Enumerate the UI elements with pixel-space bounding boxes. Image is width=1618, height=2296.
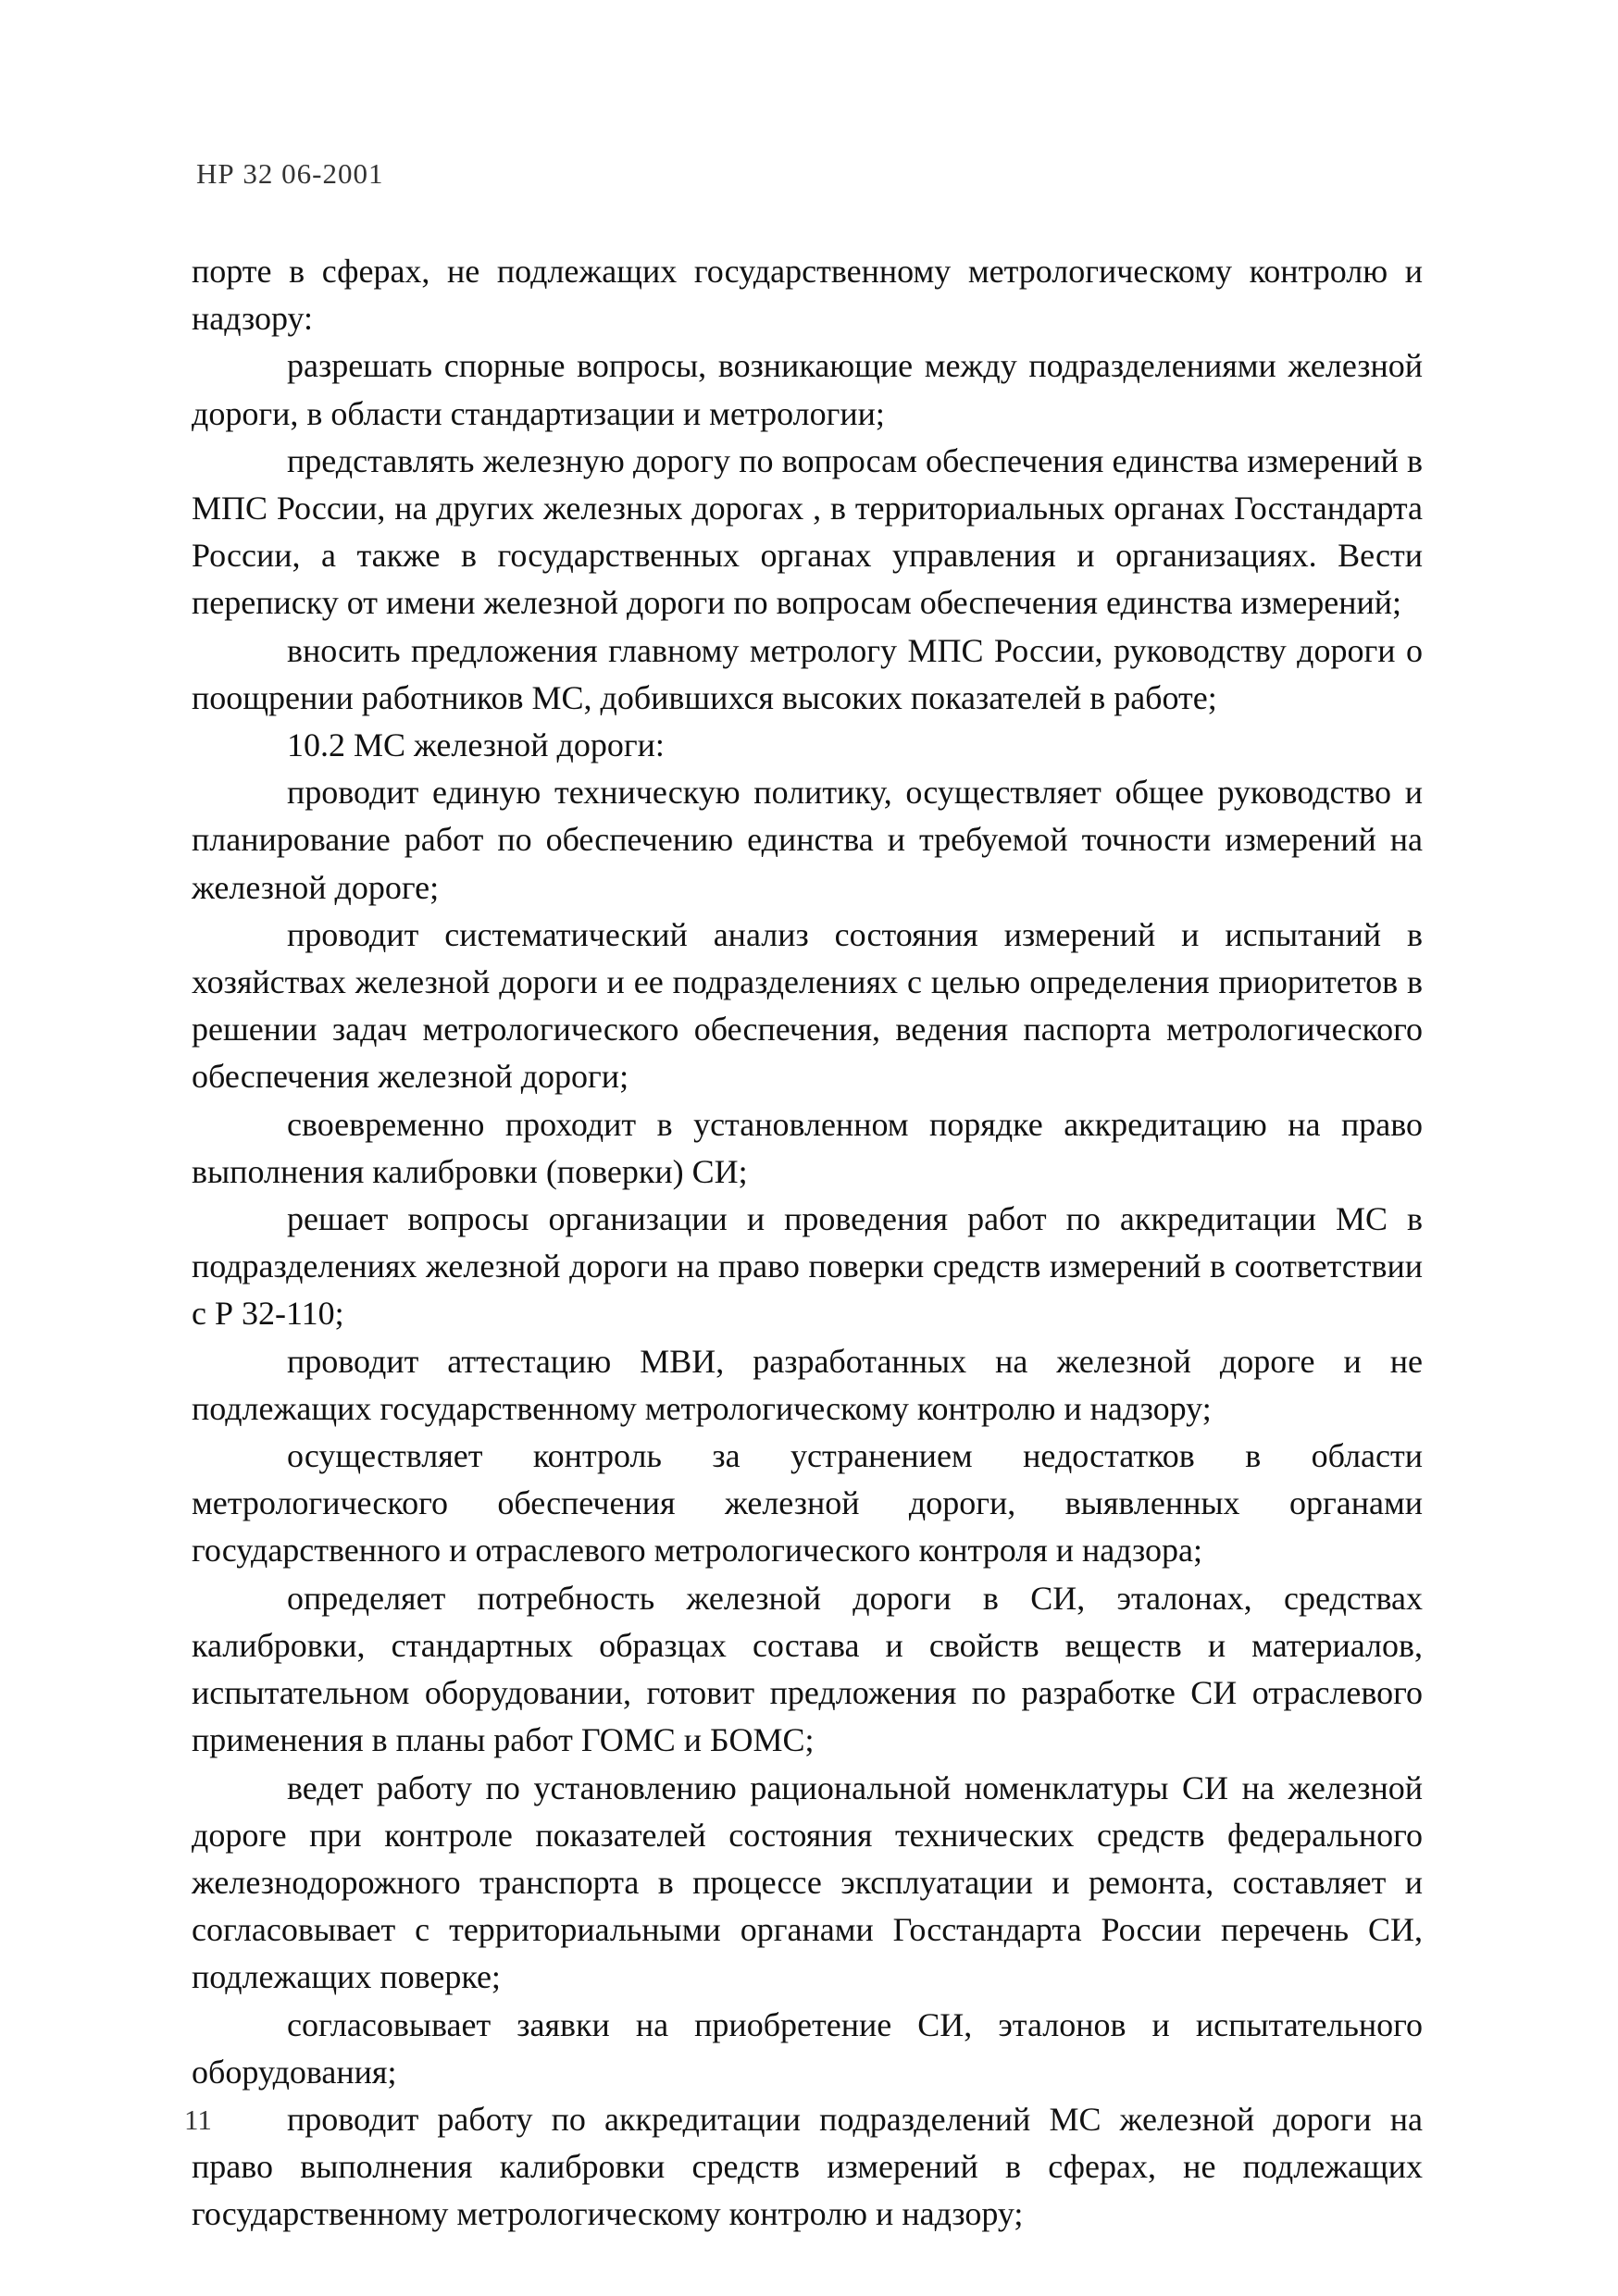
paragraph: проводит работу по аккредитации подразделений МС железной дороги на право выполнения калибровки средств измерений в сферах, не подлежащих государственному метрологическому контролю и надзору; (192, 2100, 1423, 2233)
paragraph: разрешать спорные вопросы, возникающие между подразделениями железной дороги, в области стандартизации и метрологии; (192, 347, 1423, 432)
page-number: 11 (184, 2104, 212, 2136)
paragraph: проводит систематический анализ состояния измерений и испытаний в хозяйствах железной дороги и ее подразделениях с целью определения приоритетов в решении задач метрологического обеспечения, ведения паспорта метрологического обеспечения железной дороги; (192, 915, 1423, 1096)
paragraph: решает вопросы организации и проведения работ по аккредитации МС в подразделениях железной дороги на право поверки средств измерений в соответствии с Р 32-110; (192, 1200, 1423, 1333)
paragraph: согласовывает заявки на приобретение СИ, эталонов и испытательного оборудования; (192, 2005, 1423, 2091)
paragraph: ведет работу по установлению рациональной номенклатуры СИ на железной дороге при контроле показателей состояния технических средств федерального железнодорожного транспорта в процессе эксплуатации и ремонта, составляет и согласовывает с территориальными органами Госстандарта России перечень СИ, подлежащих поверке; (192, 1769, 1423, 1996)
section-heading: 10.2 МС железной дороги: (287, 726, 665, 764)
paragraph: проводит аттестацию МВИ, разработанных на железной дороге и не подлежащих государственному метрологическому контролю и надзору; (192, 1342, 1423, 1427)
paragraph: определяет потребность железной дороги в СИ, эталонах, средствах калибровки, стандартных образцах состава и свойств веществ и материалов, испытательном оборудовании, готовит предложения по разработке СИ отраслевого применения в планы работ ГОМС и БОМС; (192, 1579, 1423, 1759)
paragraph: проводит единую техническую политику, осуществляет общее руководство и планирование работ по обеспечению единства и требуемой точности измерений на железной дороге; (192, 774, 1423, 906)
document-body (192, 248, 1423, 2239)
paragraph-continuation: порте в сферах, не подлежащих государственному метрологическому контролю и надзору: (192, 253, 1423, 338)
paragraph: вносить предложения главному метрологу МПС России, руководству дороги о поощрении работников МС, добившихся высоких показателей в работе; (192, 631, 1423, 716)
paragraph: своевременно проходит в установленном порядке аккредитацию на право выполнения калибровки (поверки) СИ; (192, 1105, 1423, 1190)
paragraph: осуществляет контроль за устранением недостатков в области метрологического обеспечения железной дороги, выявленных органами государственного и отраслевого метрологического контроля и надзора; (192, 1437, 1423, 1570)
paragraph: представлять железную дорогу по вопросам обеспечения единства измерений в МПС России, на других железных дорогах , в территориальных органах Госстандарта России, а также в государственных органах управления и организациях. Вести переписку от имени железной дороги по вопросам обеспечения единства измерений; (192, 441, 1423, 622)
document-header: НР 32 06-2001 (196, 157, 384, 190)
